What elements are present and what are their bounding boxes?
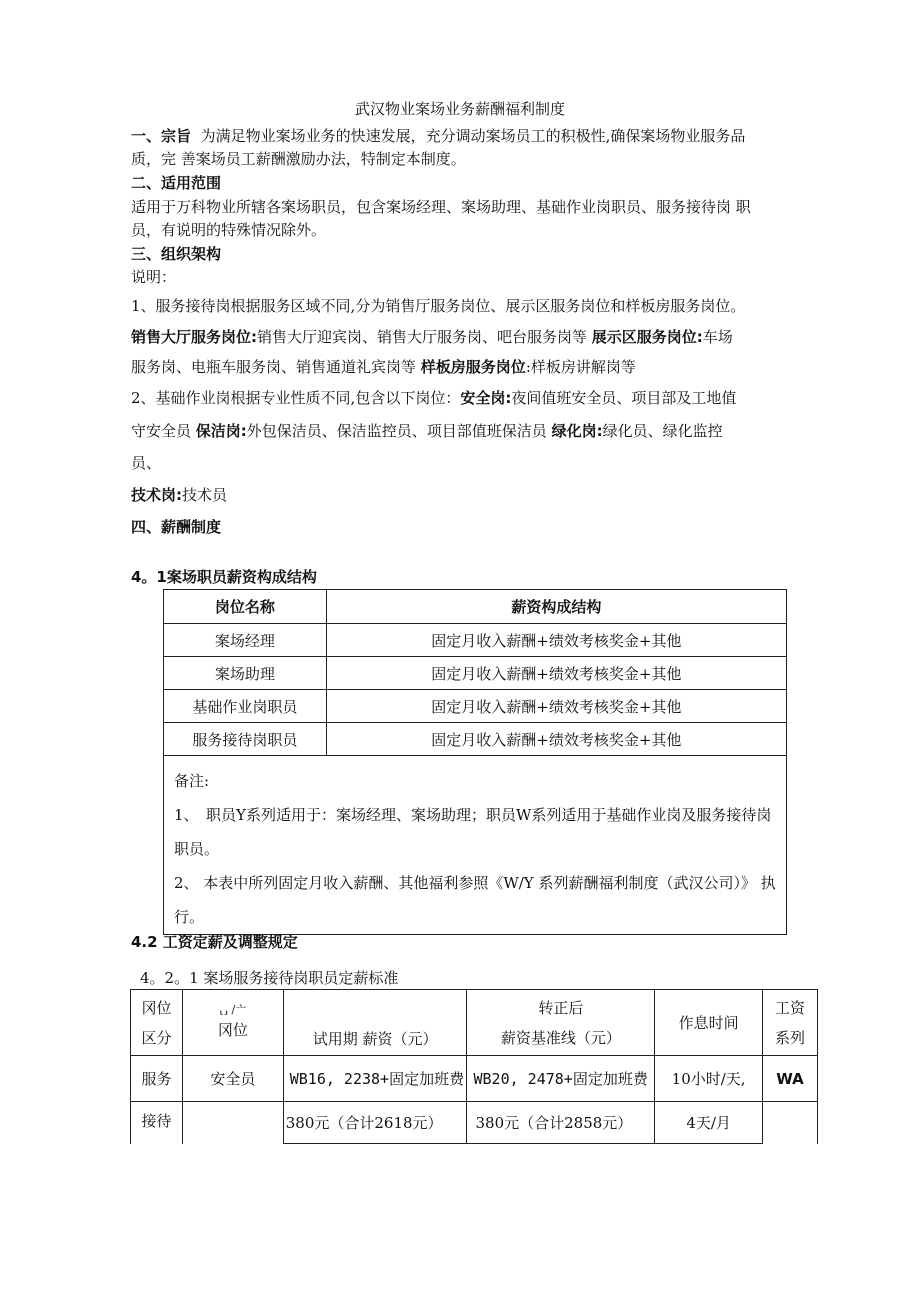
reception-salary-table: [130, 989, 818, 1144]
section-4-2-heading: 4.2 工资定薪及调整规定: [131, 933, 298, 951]
section-3-tech: [131, 486, 227, 504]
section-4-2-1-heading: 4。2。1 案场服务接待岗职员定薪标准: [140, 969, 399, 987]
table-row: [164, 624, 787, 657]
cell-post: [182, 1102, 283, 1144]
cell-regular: 380元（合计2858元）: [467, 1102, 655, 1144]
table-row: [164, 690, 787, 723]
label-security: 安全岗:: [460, 389, 512, 407]
section-3-line-4: [131, 422, 723, 440]
cell-post: 案场助理: [164, 657, 327, 690]
cell-post: 安全员: [182, 1056, 283, 1102]
cell-category: 接待: [131, 1102, 183, 1144]
note-title: 备注:: [174, 772, 210, 790]
header-text: ⸤⸥ /亠: [219, 1003, 247, 1016]
note-item-2: 2、 本表中所列固定月收入薪酬、其他福利参照《W/Y 系列薪酬福利制度（武汉公司）》 执行。: [174, 874, 776, 926]
header-text: 冈位: [217, 1021, 248, 1039]
section-3-note: 说明：: [131, 268, 177, 286]
text-security: 夜间值班安全员、项目部及工地值: [511, 389, 737, 407]
section-3-item-2: [131, 389, 736, 407]
cell-post: 案场经理: [164, 624, 327, 657]
label-showroom: 展示区服务岗位:: [591, 328, 703, 346]
section-1-line-1: [131, 127, 745, 145]
header-text: 薪资基准线（元）: [500, 1028, 621, 1047]
header-salary-series: [763, 990, 818, 1056]
section-2-heading: 二、适用范围: [131, 174, 222, 192]
label-greening: 绿化岗:: [551, 422, 603, 440]
text-cleaning: 外包保洁员、保洁监控员、项目部值班保洁员: [246, 422, 547, 440]
cell-post: 基础作业岗职员: [164, 690, 327, 723]
item-2-text: 2、基础作业岗根据专业性质不同,包含以下岗位：: [131, 389, 461, 407]
header-salary-structure: 薪资构成结构: [326, 590, 786, 624]
section-3-line-posts-2: [131, 358, 636, 376]
section-2-line-1: 适用于万科物业所辖各案场职员，包含案场经理、案场助理、基础作业岗职员、服务接待岗 职: [131, 198, 751, 216]
cell-hours: 4天/月: [655, 1102, 763, 1144]
header-text: 转正后: [538, 998, 584, 1017]
table-row: [164, 723, 787, 756]
text-model-room: :样板房讲解岗等: [525, 358, 636, 376]
section-1-heading: 一、宗旨: [131, 127, 192, 145]
header-probation-salary: 试用期 薪资（元）: [283, 990, 467, 1056]
cell-structure: 固定月收入薪酬+绩效考核奖金+其他: [326, 690, 786, 723]
header-text: 系列: [775, 1028, 806, 1047]
cell-hours: 10小时/天,: [655, 1056, 763, 1102]
text-showroom-cont: 服务岗、电瓶车服务岗、销售通道礼宾岗等: [131, 358, 417, 376]
table-header-row: [164, 590, 787, 624]
text-showroom: 车场: [702, 328, 733, 346]
header-text: 工资: [775, 998, 806, 1017]
cell-post: 服务接待岗职员: [164, 723, 327, 756]
header-post-category: [131, 990, 183, 1056]
text-tech: 技术员: [182, 486, 228, 504]
section-3-line-5: 员、: [131, 454, 162, 472]
page-title: 武汉物业案场业务薪酬福利制度: [354, 100, 565, 118]
section-4-heading: 四、薪酬制度: [131, 518, 222, 536]
table-row: [131, 1056, 818, 1102]
table-row: [131, 1102, 818, 1144]
table-row: [164, 657, 787, 690]
label-cleaning: 保洁岗:: [195, 422, 247, 440]
section-3-item-1: 1、服务接待岗根据服务区域不同,分为销售厅服务岗位、展示区服务岗位和样板房服务岗位。: [131, 297, 746, 315]
header-work-hours: 作息时间: [655, 990, 763, 1056]
cell-probation: 380元（合计2618元）: [283, 1102, 467, 1144]
label-tech: 技术岗:: [131, 486, 182, 504]
text-greening: 绿化员、绿化监控: [602, 422, 723, 440]
cell-structure: 固定月收入薪酬+绩效考核奖金+其他: [326, 657, 786, 690]
section-3-heading: 三、组织架构: [131, 245, 222, 263]
text-security-cont: 守安全员: [131, 422, 192, 440]
section-2-line-2: 员，有说明的特殊情况除外。: [131, 221, 327, 239]
section-1-text: 为满足物业案场业务的快速发展，充分调动案场员工的积极性,确保案场物业服务品: [200, 127, 746, 145]
header-post: [182, 990, 283, 1056]
section-4-1-heading: 4。1案场职员薪资构成结构: [131, 568, 317, 586]
table-note-row: [164, 756, 787, 935]
section-3-line-posts-1: [131, 328, 733, 346]
text-sales-hall: 销售大厅迎宾岗、销售大厅服务岗、吧台服务岗等: [257, 328, 588, 346]
label-model-room: 样板房服务岗位: [420, 358, 526, 376]
cell-regular: WB20, 2478+固定加班费: [467, 1056, 655, 1102]
label-sales-hall: 销售大厅服务岗位:: [131, 328, 257, 346]
salary-structure-table: [163, 589, 787, 935]
header-text: 冈位: [141, 998, 172, 1017]
cell-structure: 固定月收入薪酬+绩效考核奖金+其他: [326, 723, 786, 756]
header-post-name: 岗位名称: [164, 590, 327, 624]
cell-series: WA: [763, 1056, 818, 1102]
table-header-row: [131, 990, 818, 1056]
table-note: [164, 756, 787, 935]
section-1-line-2: 质，完 善案场员工薪酬激励办法，特制定本制度。: [131, 150, 466, 168]
header-regular-salary: [467, 990, 655, 1056]
cell-series: [763, 1102, 818, 1144]
cell-category: 服务: [131, 1056, 183, 1102]
note-item-1: 1、 职员Y系列适用于：案场经理、案场助理；职员W系列适用于基础作业岗及服务接待岗职员。: [174, 806, 772, 858]
header-text: 区分: [141, 1028, 172, 1047]
cell-probation: WB16, 2238+固定加班费: [283, 1056, 467, 1102]
cell-structure: 固定月收入薪酬+绩效考核奖金+其他: [326, 624, 786, 657]
